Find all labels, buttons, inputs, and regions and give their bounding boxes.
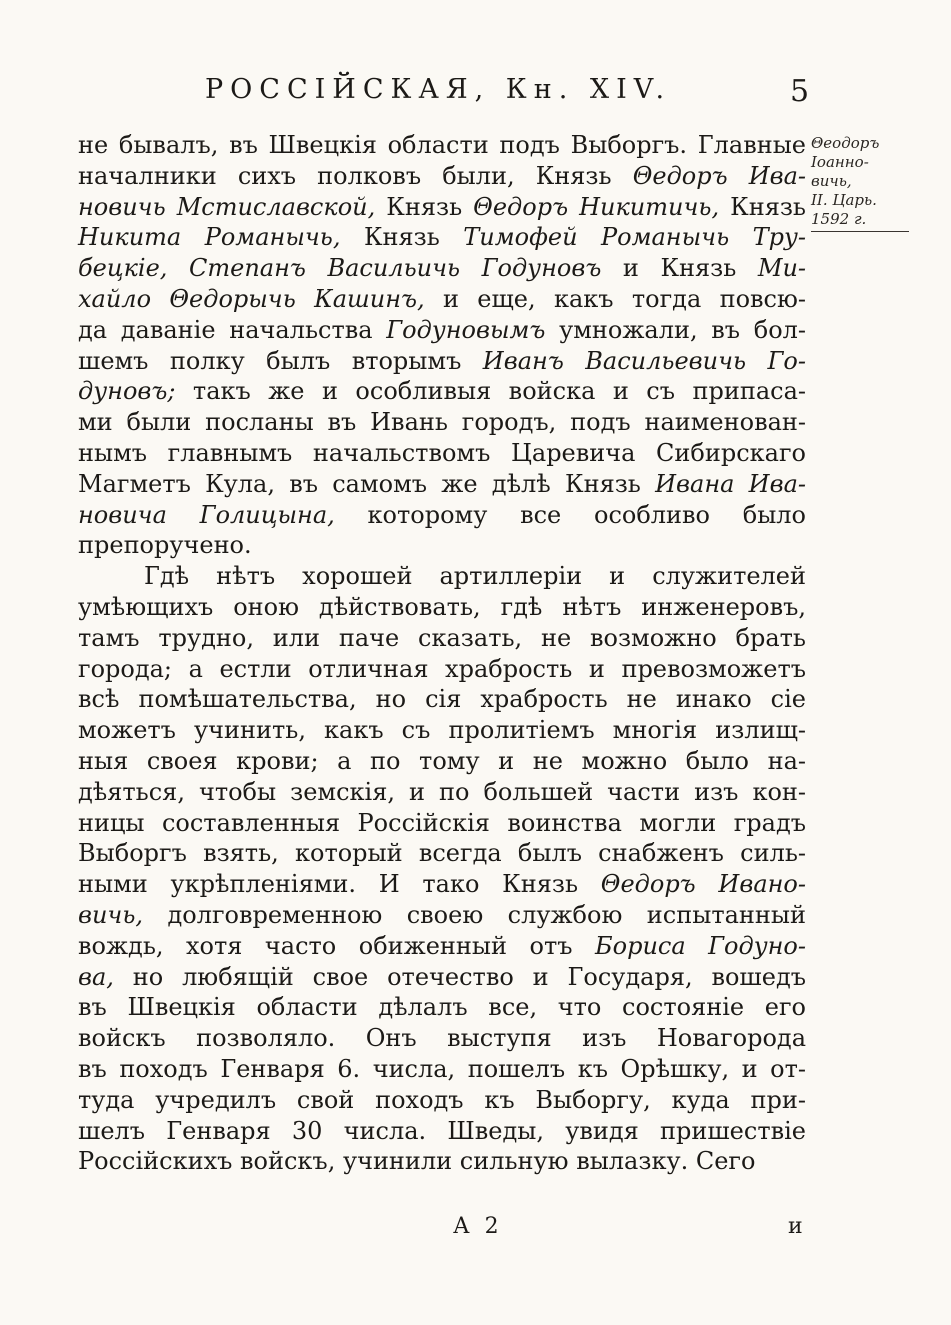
text-line	[78, 746, 806, 777]
text-line	[78, 592, 806, 623]
text-line	[78, 561, 806, 592]
text-line	[78, 222, 806, 253]
text-segment: тамъ трудно, или паче сказать, не возможно брать	[78, 623, 806, 652]
text-line	[78, 438, 806, 469]
text-line	[78, 1023, 806, 1054]
text-line	[78, 315, 806, 346]
text-line	[78, 869, 806, 900]
text-line	[78, 962, 806, 993]
margin-note-line: Іоанно-	[811, 153, 869, 171]
text-segment: препоручено.	[78, 531, 252, 560]
margin-note-rule	[811, 231, 909, 232]
italic-name: Тимофей Романычь Тру-	[463, 223, 806, 252]
italic-name: Ми-	[757, 254, 807, 283]
text-line	[78, 1116, 806, 1147]
text-line	[78, 130, 806, 161]
text-line	[78, 284, 806, 315]
text-segment: началники сихъ полковъ были, Князь	[78, 161, 633, 190]
text-line	[78, 1146, 806, 1177]
text-segment: туда учредилъ свой походъ къ Выборгу, куда при-	[78, 1085, 806, 1114]
text-line	[78, 808, 806, 839]
italic-name: Θедоръ Никитичь,	[473, 192, 720, 221]
italic-name: бецкіе, Степанъ Васильичь Годуновъ	[78, 254, 602, 283]
text-line	[78, 192, 806, 223]
italic-name: Иванъ Васильевичь Го-	[482, 346, 806, 375]
italic-name: Бориса Годуно-	[595, 931, 806, 960]
text-segment: города; а естли отличная храбрость и превозможетъ	[78, 654, 806, 683]
text-segment: нымъ главнымъ начальствомъ Царевича Сибирскаго	[78, 438, 806, 467]
text-segment: Гдѣ нѣтъ хорошей артиллеріи и служителей	[144, 562, 806, 591]
text-segment: Князь	[375, 192, 474, 221]
text-line	[78, 253, 806, 284]
text-segment: Выборгъ взять, который всегда былъ снабженъ силь-	[78, 839, 806, 868]
text-line	[78, 1085, 806, 1116]
margin-note-line: Θеодоръ	[811, 134, 880, 152]
text-segment: въ походъ Генваря 6. числа, пошелъ къ Орѣшку, и от-	[78, 1054, 806, 1083]
text-line	[78, 500, 806, 531]
text-segment: дѣяться, чтобы земскія, и по большей части изъ кон-	[78, 777, 806, 806]
italic-name: новичь Мстиславской,	[78, 192, 376, 221]
text-line	[78, 469, 806, 500]
text-line	[78, 623, 806, 654]
text-segment: ныя своея крови; а по тому и не можно было на-	[78, 746, 806, 775]
italic-name: дуновъ;	[78, 377, 176, 406]
italic-name: вичь,	[78, 900, 144, 929]
italic-name: Никита Романычь,	[78, 223, 341, 252]
text-segment: но любящій свое отечество и Государя, вошедъ	[113, 962, 806, 991]
text-segment: ными укрѣпленіями. И тако Князь	[78, 870, 601, 899]
text-segment: долговременною своею службою испытанный	[143, 900, 806, 929]
text-segment: войскъ позволяло. Онъ выступя изъ Новагорода	[78, 1024, 806, 1053]
italic-name: Θедоръ Ива-	[632, 161, 807, 190]
text-segment: можетъ учинить, какъ съ пролитіемъ многія излищ-	[78, 716, 806, 745]
italic-name: хайло Θедорычь Кашинъ,	[78, 284, 425, 313]
text-segment: и Князь	[601, 254, 758, 283]
text-segment: въ Швецкія области дѣлалъ все, что состояніе его	[78, 993, 806, 1022]
text-segment: шелъ Генваря 30 числа. Шведы, увидя пришествіе	[78, 1116, 806, 1145]
text-line	[78, 900, 806, 931]
signature-mark: А 2	[453, 1214, 503, 1239]
italic-name: Годуновымъ	[386, 315, 546, 344]
italic-name: Θедоръ Ивано-	[600, 870, 806, 899]
catchword: и	[788, 1214, 803, 1239]
text-line	[78, 654, 806, 685]
text-segment: не бывалъ, въ Швецкія области подъ Выборгъ. Главные	[78, 131, 806, 159]
margin-note-line: 1592 г.	[811, 210, 867, 228]
text-line	[78, 992, 806, 1023]
text-line	[78, 838, 806, 869]
text-line	[78, 161, 806, 192]
text-segment: ницы составленныя Россійскія воинства могли градъ	[78, 808, 806, 837]
text-segment: Князь	[719, 192, 806, 221]
text-segment: всѣ помѣшательства, но сія храбрость не инако сіе	[78, 685, 806, 714]
text-line	[78, 715, 806, 746]
text-segment: шемъ полку былъ вторымъ	[78, 346, 483, 375]
italic-name: новича Голицына,	[78, 500, 335, 529]
text-segment: которому все особливо было	[334, 500, 806, 529]
text-segment: Магметъ Кула, въ самомъ же дѣлѣ Князь	[78, 469, 656, 498]
text-line	[78, 530, 806, 561]
text-segment: такъ же и особливыя войска и съ припаса-	[175, 377, 806, 406]
text-segment: Князь	[340, 223, 464, 252]
margin-note	[811, 134, 921, 232]
text-line	[78, 376, 806, 407]
text-line	[78, 346, 806, 377]
text-line	[78, 1054, 806, 1085]
text-line	[78, 407, 806, 438]
text-line	[78, 931, 806, 962]
text-segment: и еще, какъ тогда повсю-	[424, 284, 806, 313]
text-segment: умѣющихъ оною дѣйствовать, гдѣ нѣтъ инженеровъ,	[78, 592, 806, 621]
margin-note-line: II. Царь.	[811, 191, 877, 209]
text-segment: Россійскихъ войскъ, учинили сильную вылазку. Сего	[78, 1147, 756, 1176]
page-number: 5	[790, 74, 810, 109]
italic-name: Ивана Ива-	[655, 469, 807, 498]
text-segment: вождь, хотя часто обиженный отъ	[78, 931, 595, 960]
body-text	[78, 130, 806, 1177]
running-head: РОССІЙСКАЯ, Кн. XIV.	[205, 74, 672, 105]
italic-name: ва,	[78, 962, 114, 991]
text-line	[78, 684, 806, 715]
text-segment: умножали, въ бол-	[545, 315, 806, 344]
text-segment: ми были посланы въ Ивань городъ, подъ наименован-	[78, 408, 806, 437]
margin-note-line: вичь,	[811, 172, 852, 190]
text-segment: да даваніе начальства	[78, 315, 387, 344]
text-line	[78, 777, 806, 808]
